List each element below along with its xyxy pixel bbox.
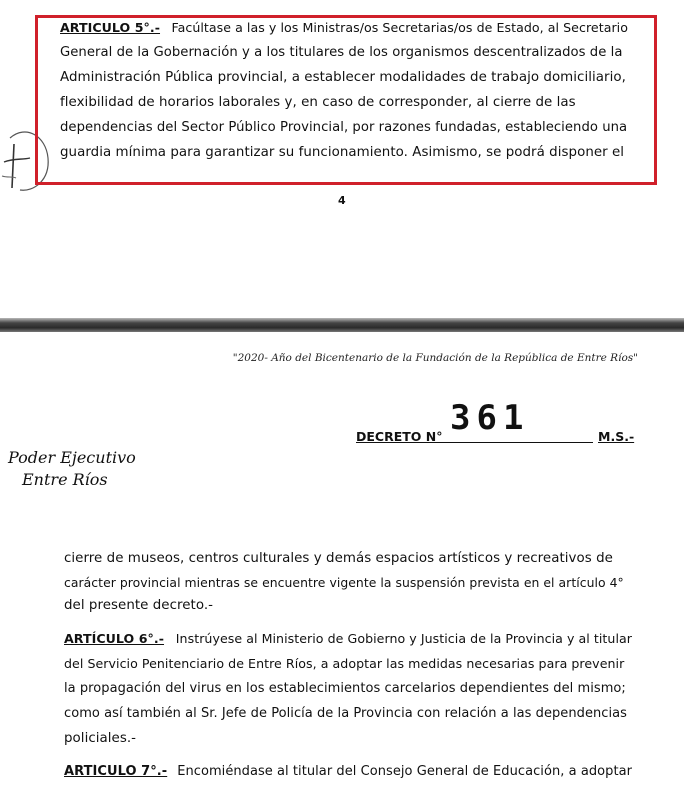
decreto-suffix: M.S.-: [598, 429, 635, 444]
article6-line-1: [64, 631, 632, 646]
article7-line-1: [64, 764, 632, 779]
article5-line-2: General de la Gobernación y a los titulares de los organismos descentralizados de la: [60, 45, 623, 60]
logo-entre-rios: Entre Ríos: [22, 470, 108, 489]
article5-line-3: Administración Pública provincial, a establecer modalidades de trabajo domiciliario,: [60, 70, 626, 85]
decreto-number-line: [437, 442, 593, 443]
article7-heading: ARTÍCULO 7°.-: [64, 764, 168, 779]
article6-line-3: la propagación del virus en los establecimientos carcelarios dependientes del mismo;: [64, 681, 626, 696]
article5-line-4: flexibilidad de horarios laborales y, en caso de corresponder, al cierre de las: [60, 95, 576, 110]
continuation-line-3: del presente decreto.-: [64, 598, 214, 613]
year-motto: "2020- Año del Bicentenario de la Fundación de la República de Entre Ríos": [232, 352, 638, 364]
article5-line-6: guardia mínima para garantizar su funcionamiento. Asimismo, se podrá disponer el: [60, 145, 625, 160]
article6-line-4: como así también al Sr. Jefe de Policía de la Provincia con relación a las dependencias: [64, 706, 627, 721]
article6-line-2: del Servicio Penitenciario de Entre Ríos, a adoptar las medidas necesarias para prevenir: [64, 656, 625, 671]
article5-heading: ARTICULO 5°.-: [60, 20, 161, 35]
page-separator: [0, 318, 684, 332]
article6-heading: ARTÍCULO 6°.-: [64, 631, 165, 646]
continuation-line-2: carácter provincial mientras se encuentre vigente la suspensión prevista en el artículo 4°: [64, 575, 624, 590]
article5-text: Facúltase a las y los Ministras/os Secretarias/os de Estado, al Secretario: [171, 20, 628, 35]
article7-text: Encomiéndase al titular del Consejo General de Educación, a adoptar: [177, 764, 632, 779]
highlight-box: [35, 15, 657, 185]
page-number: 4: [338, 194, 346, 207]
document-page-top: [0, 0, 684, 318]
article5-line-5: dependencias del Sector Público Provincial, por razones fundadas, estableciendo una: [60, 120, 628, 135]
decreto-number: 361: [450, 398, 530, 438]
decreto-label: DECRETO N°: [356, 429, 443, 444]
article6-text: Instrúyese al Ministerio de Gobierno y Justicia de la Provincia y al titular: [175, 631, 632, 646]
article6-line-5: policiales.-: [64, 731, 137, 746]
document-page-bottom: [0, 332, 684, 790]
logo-poder-ejecutivo: Poder Ejecutivo: [8, 448, 136, 467]
continuation-line-1: cierre de museos, centros culturales y demás espacios artísticos y recreativos de: [64, 551, 613, 566]
